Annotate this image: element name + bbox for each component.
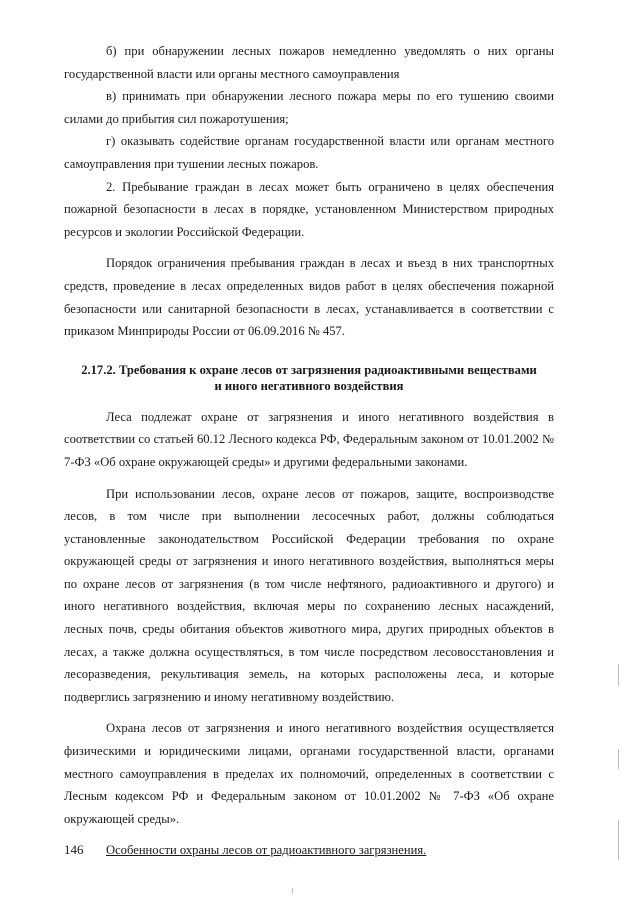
scan-artifact-line: [292, 888, 293, 894]
scan-artifact-line: [618, 664, 619, 686]
page-number: 146: [64, 842, 84, 857]
paragraph-restriction-procedure: Порядок ограничения пребывания граждан в лесах и въезд в них транспортных средств, проведение в лесах определенных видов работ в целях обеспечения пожарной безопасности или санитарной безопасности в лесах, устанавливается в соответствии с приказом Минприроды России от 06.09.2016 № 457.: [64, 256, 554, 339]
paragraph-item-v: в) принимать при обнаружении лесного пожара меры по его тушению своими силами до прибытия сил пожаротушения;: [64, 89, 554, 126]
paragraph-item-b: б) при обнаружении лесных пожаров немедленно уведомлять о них органы государственной власти или органы местного самоуправления: [64, 44, 554, 81]
paragraph-item-g: г) оказывать содействие органам государственной власти или органам местного самоуправления при тушении лесных пожаров.: [64, 134, 554, 171]
paragraph-point-2: 2. Пребывание граждан в лесах может быть ограничено в целях обеспечения пожарной безопасности в лесах в порядке, установленном Министерством природных ресурсов и экологии Российской Федерации.: [64, 179, 554, 239]
scan-artifact-line: [618, 749, 619, 769]
section-heading: [64, 362, 554, 394]
section-heading-line-2: и иного негативного воздействия: [214, 378, 404, 393]
paragraph-protection-basis: Леса подлежат охране от загрязнения и иного негативного воздействия в соответствии со статьей 60.12 Лесного кодекса РФ, Федеральным законом от 10.01.2002 № 7-ФЗ «Об охране окружающей среды» и другими федеральными законами.: [64, 409, 554, 469]
section-heading-line-1: 2.17.2. Требования к охране лесов от загрязнения радиоактивными веществами: [81, 362, 537, 377]
paragraph-forest-use-requirements: При использовании лесов, охране лесов от пожаров, защите, воспроизводстве лесов, в том числе при выполнении лесосечных работ, должны соблюдаться установленные законодательством Российской Федерации требования по охране окружающей среды от загрязнения и иного негативного воздействия, выполняться меры по охране лесов от загрязнения (в том числе нефтяного, радиоактивного и другого) и иного негативного воздействия, включая меры по сохранению лесных насаждений, лесных почв, среды обитания объектов животного мира, других природных объектов в лесах, а также должна осуществляться, в том числе посредством лесовосстановления и лесоразведения, рекультивация земель, на которых расположены леса, и которые подверглись загрязнению и иному негативному воздействию.: [64, 486, 554, 704]
subsection-title: Особенности охраны лесов от радиоактивного загрязнения.: [106, 843, 427, 858]
paragraph-protection-responsibility: Охрана лесов от загрязнения и иного негативного воздействия осуществляется физическими и юридическими лицами, органами государственной власти, органами местного самоуправления в пределах их полномочий, определенных в соответствии с Лесным кодексом РФ и Федеральным законом от 10.01.2002 № 7-ФЗ «Об охране окружающей среды».: [64, 721, 554, 826]
page-body: [64, 40, 554, 862]
scan-artifact-line: [618, 820, 619, 860]
